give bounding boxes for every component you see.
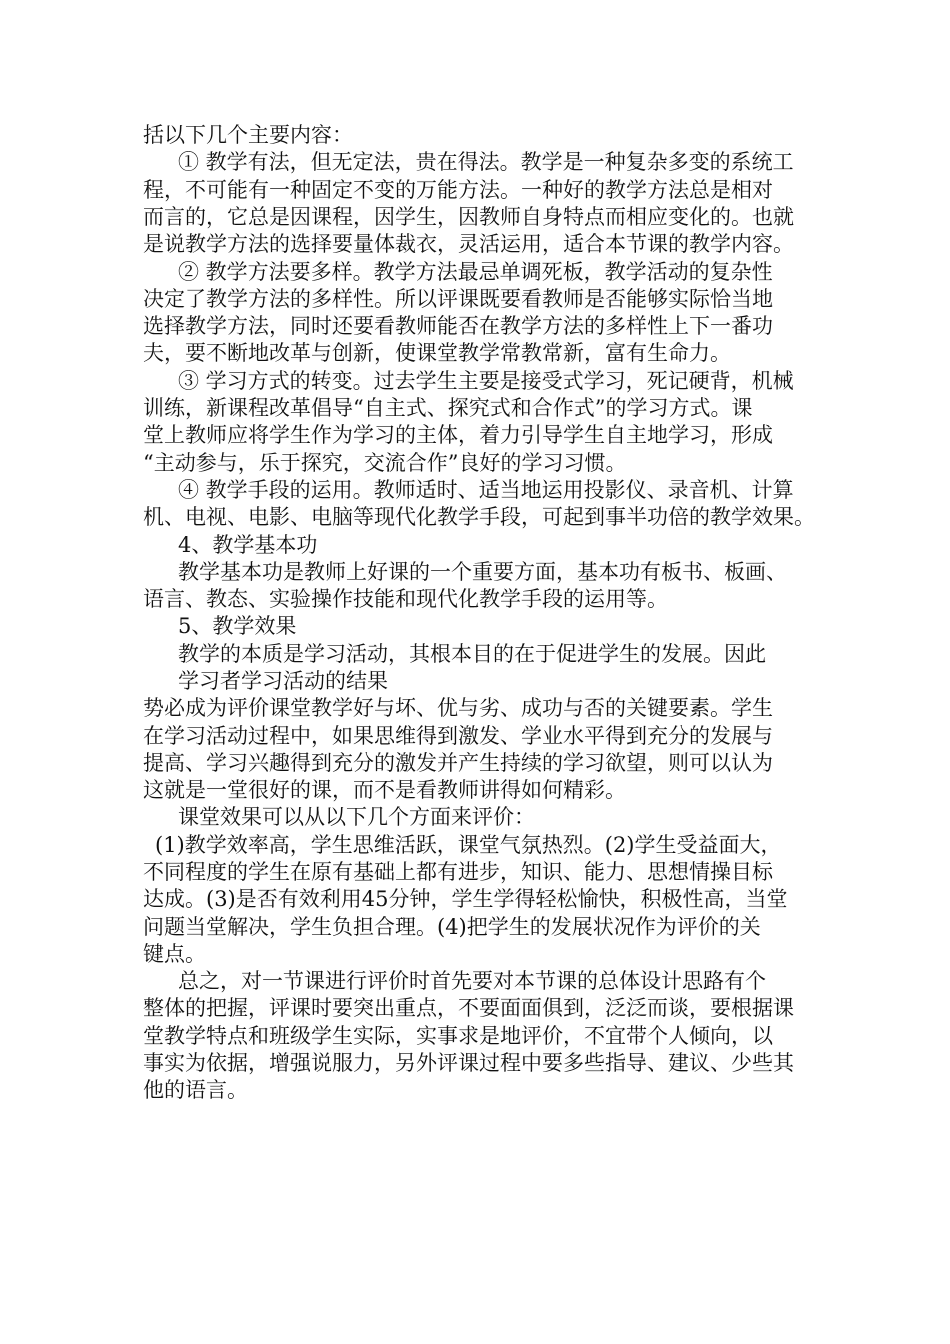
text-line: 达成。(3)是否有效利用45分钟，学生学得轻松愉快，积极性高，当堂 <box>143 887 788 911</box>
text-line: 机、电视、电影、电脑等现代化教学手段，可起到事半功倍的教学效果。 <box>143 505 815 529</box>
text-line: 在学习活动过程中，如果思维得到激发、学业水平得到充分的发展与 <box>143 724 773 748</box>
text-line: 这就是一堂很好的课，而不是看教师讲得如何精彩。 <box>143 778 626 802</box>
text-line: 选择教学方法，同时还要看教师能否在教学方法的多样性上下一番功 <box>143 314 773 338</box>
text-line: 问题当堂解决，学生负担合理。(4)把学生的发展状况作为评价的关 <box>143 915 761 939</box>
text-line: 是说教学方法的选择要量体裁衣，灵活运用，适合本节课的教学内容。 <box>143 232 794 256</box>
text-line: 决定了教学方法的多样性。所以评课既要看教师是否能够实际恰当地 <box>143 287 773 311</box>
section-heading: 5、教学效果 <box>178 614 297 638</box>
text-line: 语言、教态、实验操作技能和现代化教学手段的运用等。 <box>143 587 668 611</box>
text-line: 程，不可能有一种固定不变的万能方法。一种好的教学方法总是相对 <box>143 178 773 202</box>
text-line: 教学的本质是学习活动，其根本目的在于促进学生的发展。因此 <box>178 642 766 666</box>
text-line: ④ 教学手段的运用。教师适时、适当地运用投影仪、录音机、计算 <box>178 478 794 502</box>
text-line: 键点。 <box>143 942 206 966</box>
text-line: 他的语言。 <box>143 1078 248 1102</box>
text-line: 课堂效果可以从以下几个方面来评价： <box>178 805 535 829</box>
text-line: 事实为依据，增强说服力，另外评课过程中要多些指导、建议、少些其 <box>143 1051 794 1075</box>
text-line: 夫，要不断地改革与创新，使课堂教学常教常新，富有生命力。 <box>143 341 731 365</box>
text-line: 堂教学特点和班级学生实际，实事求是地评价，不宜带个人倾向，以 <box>143 1024 773 1048</box>
text-line: ③ 学习方式的转变。过去学生主要是接受式学习，死记硬背，机械 <box>178 369 794 393</box>
text-line: 教学基本功是教师上好课的一个重要方面，基本功有板书、板画、 <box>178 560 787 584</box>
text-line: 训练，新课程改革倡导“自主式、探究式和合作式”的学习方式。课 <box>143 396 753 420</box>
text-line: 而言的，它总是因课程，因学生，因教师自身特点而相应变化的。也就 <box>143 205 794 229</box>
section-heading: 4、教学基本功 <box>178 533 318 557</box>
text-line: 总之，对一节课进行评价时首先要对本节课的总体设计思路有个 <box>178 969 766 993</box>
text-line: 势必成为评价课堂教学好与坏、优与劣、成功与否的关键要素。学生 <box>143 696 773 720</box>
text-line: ① 教学有法，但无定法，贵在得法。教学是一种复杂多变的系统工 <box>178 150 794 174</box>
text-line: ② 教学方法要多样。教学方法最忌单调死板，教学活动的复杂性 <box>178 260 773 284</box>
text-line: “主动参与，乐于探究，交流合作”良好的学习习惯。 <box>143 451 627 475</box>
text-line: 整体的把握，评课时要突出重点，不要面面俱到，泛泛而谈，要根据课 <box>143 996 794 1020</box>
text-line: 学习者学习活动的结果 <box>178 669 388 693</box>
text-line: 堂上教师应将学生作为学习的主体，着力引导学生自主地学习，形成 <box>143 423 773 447</box>
text-line: 提高、学习兴趣得到充分的激发并产生持续的学习欲望，则可以认为 <box>143 751 773 775</box>
text-line: 括以下几个主要内容： <box>143 123 353 147</box>
text-line: 不同程度的学生在原有基础上都有进步，知识、能力、思想情操目标 <box>143 860 773 884</box>
text-line: (1)教学效率高，学生思维活跃，课堂气氛热烈。(2)学生受益面大， <box>155 833 782 857</box>
